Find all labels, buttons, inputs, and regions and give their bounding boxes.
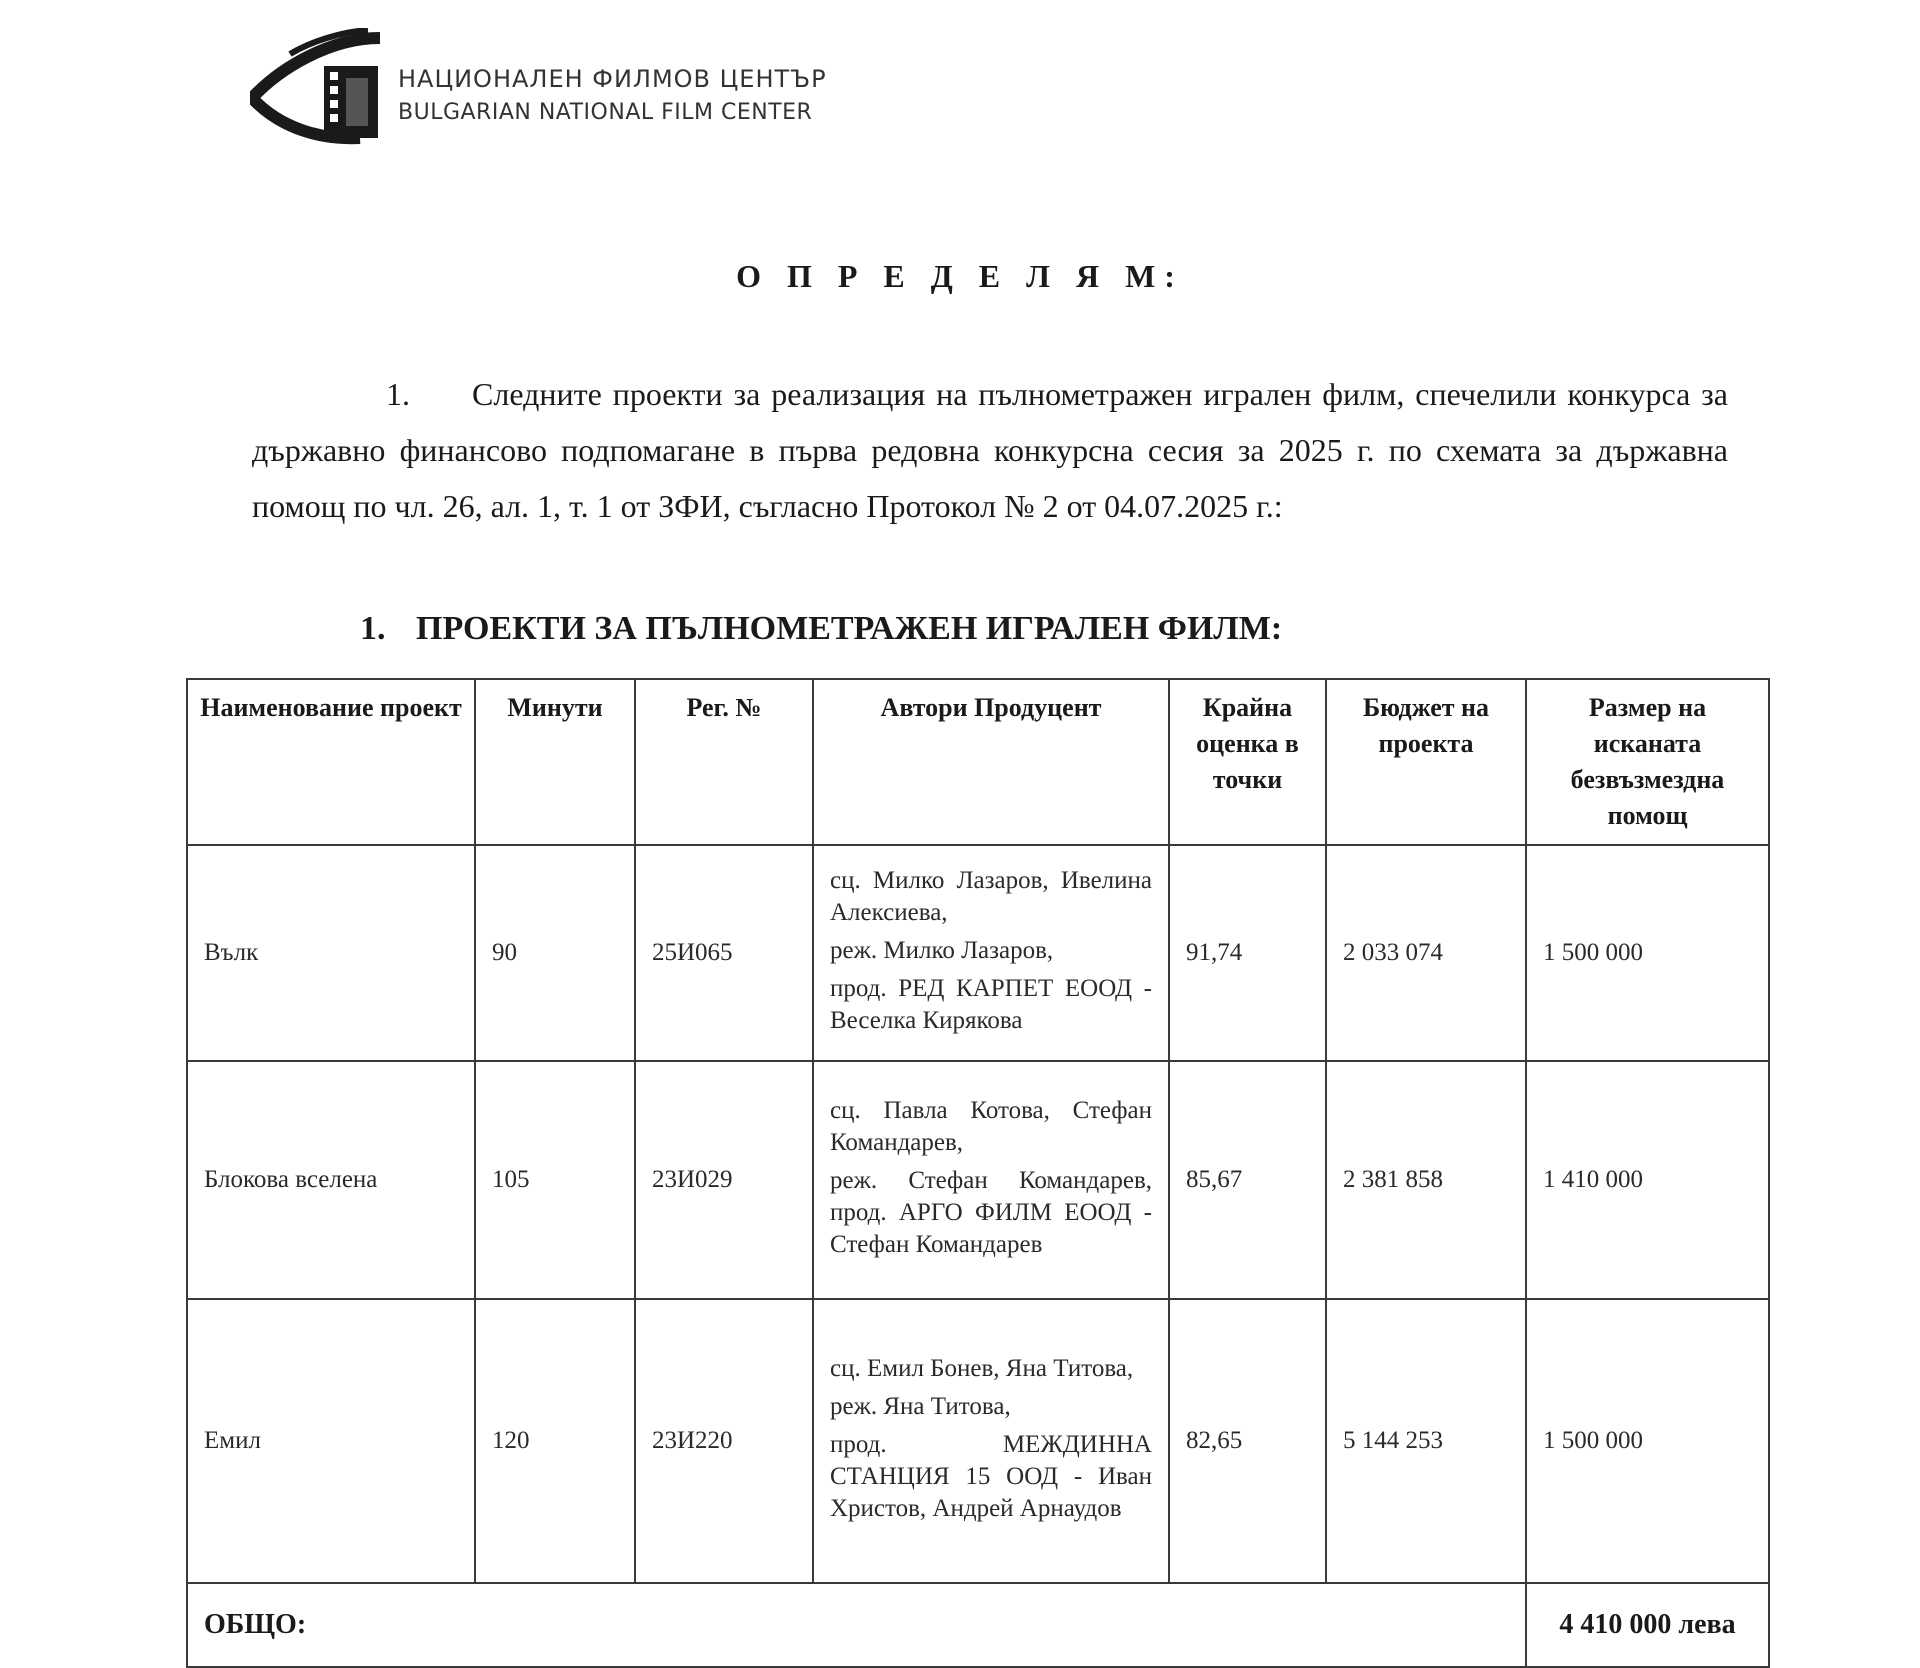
table-row: [187, 1061, 1769, 1299]
total-label: ОБЩО:: [187, 1583, 1526, 1667]
project-reg: 25И065: [635, 845, 813, 1061]
project-score: 85,67: [1169, 1061, 1326, 1299]
project-budget: 2 033 074: [1326, 845, 1526, 1061]
project-name: Емил: [187, 1299, 475, 1583]
project-budget: 5 144 253: [1326, 1299, 1526, 1583]
section-title: [360, 610, 1282, 648]
authors-line: сц. Емил Бонев, Яна Титова,: [830, 1355, 1134, 1382]
project-authors: [813, 845, 1169, 1061]
project-name: Вълк: [187, 845, 475, 1061]
header-score: Крайна оценка в точки: [1169, 679, 1326, 845]
project-aid: 1 410 000: [1526, 1061, 1769, 1299]
authors-line: прод. МЕЖДИННА СТАНЦИЯ 15 ООД - Иван Христов, Андрей Арнаудов: [830, 1431, 1152, 1522]
project-minutes: 105: [475, 1061, 635, 1299]
project-minutes: 120: [475, 1299, 635, 1583]
paragraph-number: 1.: [386, 376, 410, 412]
table-total-row: [187, 1583, 1769, 1667]
document-heading: О П Р Е Д Е Л Я М:: [736, 258, 1184, 294]
project-reg: 23И029: [635, 1061, 813, 1299]
authors-line: сц. Павла Котова, Стефан Командарев,: [830, 1097, 1152, 1156]
logo-title-en: BULGARIAN NATIONAL FILM CENTER: [398, 100, 813, 125]
project-score: 91,74: [1169, 845, 1326, 1061]
header-reg: Рег. №: [635, 679, 813, 845]
authors-line: реж. Милко Лазаров,: [830, 937, 1054, 964]
project-authors: [813, 1061, 1169, 1299]
section-number: 1.: [360, 610, 386, 647]
table-row: [187, 845, 1769, 1061]
project-aid: 1 500 000: [1526, 1299, 1769, 1583]
header-name: Наименование проект: [187, 679, 475, 845]
projects-table: [186, 678, 1770, 1668]
authors-line: сц. Милко Лазаров, Ивелина Алексиева,: [830, 867, 1152, 926]
logo: [250, 28, 850, 148]
header-budget: Бюджет на проекта: [1326, 679, 1526, 845]
table-row: [187, 1299, 1769, 1583]
table-header-row: [187, 679, 1769, 845]
section-title-text: ПРОЕКТИ ЗА ПЪЛНОМЕТРАЖЕН ИГРАЛЕН ФИЛМ:: [416, 610, 1283, 647]
decision-paragraph: [252, 366, 1728, 534]
project-aid: 1 500 000: [1526, 845, 1769, 1061]
project-reg: 23И220: [635, 1299, 813, 1583]
project-budget: 2 381 858: [1326, 1061, 1526, 1299]
total-value: 4 410 000 лева: [1526, 1583, 1769, 1667]
authors-line: реж. Яна Титова,: [830, 1393, 1011, 1420]
project-authors: [813, 1299, 1169, 1583]
project-minutes: 90: [475, 845, 635, 1061]
project-score: 82,65: [1169, 1299, 1326, 1583]
header-aid: Размер на исканата безвъзмездна помощ: [1526, 679, 1769, 845]
film-eye-logo-icon: [250, 28, 390, 148]
project-name: Блокова вселена: [187, 1061, 475, 1299]
logo-title-bg: НАЦИОНАЛЕН ФИЛМОВ ЦЕНТЪР: [398, 65, 827, 93]
authors-line: прод. РЕД КАРПЕТ ЕООД - Веселка Кирякова: [830, 975, 1152, 1034]
authors-line: реж. Стефан Командарев, прод. АРГО ФИЛМ ЕООД - Стефан Командарев: [830, 1167, 1152, 1258]
header-authors: Автори Продуцент: [813, 679, 1169, 845]
paragraph-text: Следните проекти за реализация на пълнометражен игрален филм, спечелили конкурса за държавно финансово подпомагане в първа редовна конкурсна сесия за 2025 г. по схемата за държавна помощ по чл. 26, ал. 1, т. 1 от ЗФИ, съгласно Протокол № 2 от 04.07.2025 г.:: [252, 376, 1728, 524]
header-minutes: Минути: [475, 679, 635, 845]
